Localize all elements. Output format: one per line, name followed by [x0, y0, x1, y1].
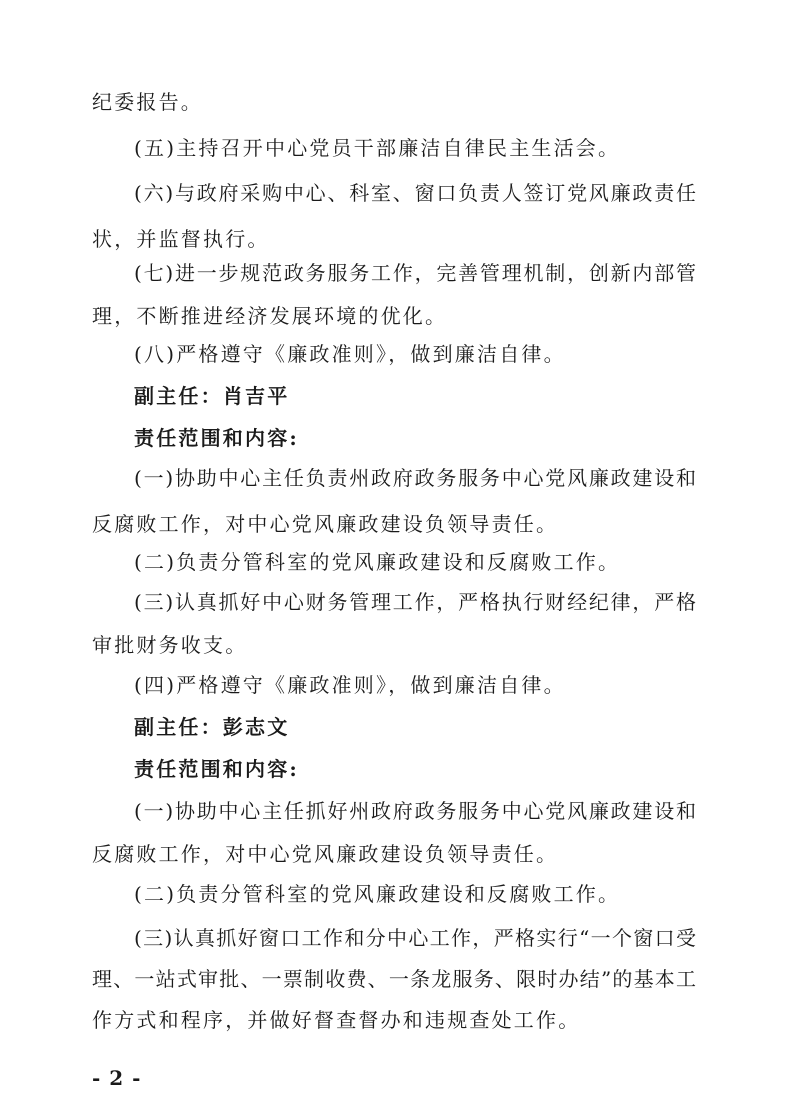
text-line: 作方式和程序，并做好督查督办和违规查处工作。	[92, 1008, 581, 1032]
text-line: (一)协助中心主任负责州政府政务服务中心党风廉政建设和	[134, 466, 696, 490]
text-line: (七)进一步规范政务服务工作，完善管理机制，创新内部管	[134, 261, 696, 285]
text-line: 理、一站式审批、一票制收费、一条龙服务、限时办结”的基本工	[92, 967, 696, 991]
text-line: 纪委报告。	[92, 90, 203, 114]
text-line: 反腐败工作，对中心党风廉政建设负领导责任。	[92, 512, 559, 536]
text-line: (三)认真抓好窗口工作和分中心工作，严格实行“一个窗口受	[134, 926, 696, 950]
text-line: (八)严格遵守《廉政准则》，做到廉洁自律。	[134, 342, 566, 366]
text-line: (四)严格遵守《廉政准则》，做到廉洁自律。	[134, 673, 566, 697]
page-number: - 2 -	[92, 1066, 142, 1090]
section-heading: 副主任：彭志文	[134, 715, 290, 739]
text-line: 审批财务收支。	[92, 633, 248, 657]
text-line: (六)与政府采购中心、科室、窗口负责人签订党风廉政责任	[134, 181, 696, 205]
section-subheading: 责任范围和内容:	[134, 426, 299, 450]
text-line: (二)负责分管科室的党风廉政建设和反腐败工作。	[134, 882, 621, 906]
text-line: 理，不断推进经济发展环境的优化。	[92, 304, 448, 328]
section-subheading: 责任范围和内容:	[134, 757, 299, 781]
section-heading: 副主任：肖吉平	[134, 384, 290, 408]
text-line: (三)认真抓好中心财务管理工作，严格执行财经纪律，严格	[134, 590, 696, 614]
text-line: (五)主持召开中心党员干部廉洁自律民主生活会。	[134, 136, 621, 160]
text-line: 反腐败工作，对中心党风廉政建设负领导责任。	[92, 842, 559, 866]
text-line: (一)协助中心主任抓好州政府政务服务中心党风廉政建设和	[134, 799, 696, 823]
text-line: (二)负责分管科室的党风廉政建设和反腐败工作。	[134, 550, 621, 574]
text-line: 状，并监督执行。	[92, 227, 270, 251]
